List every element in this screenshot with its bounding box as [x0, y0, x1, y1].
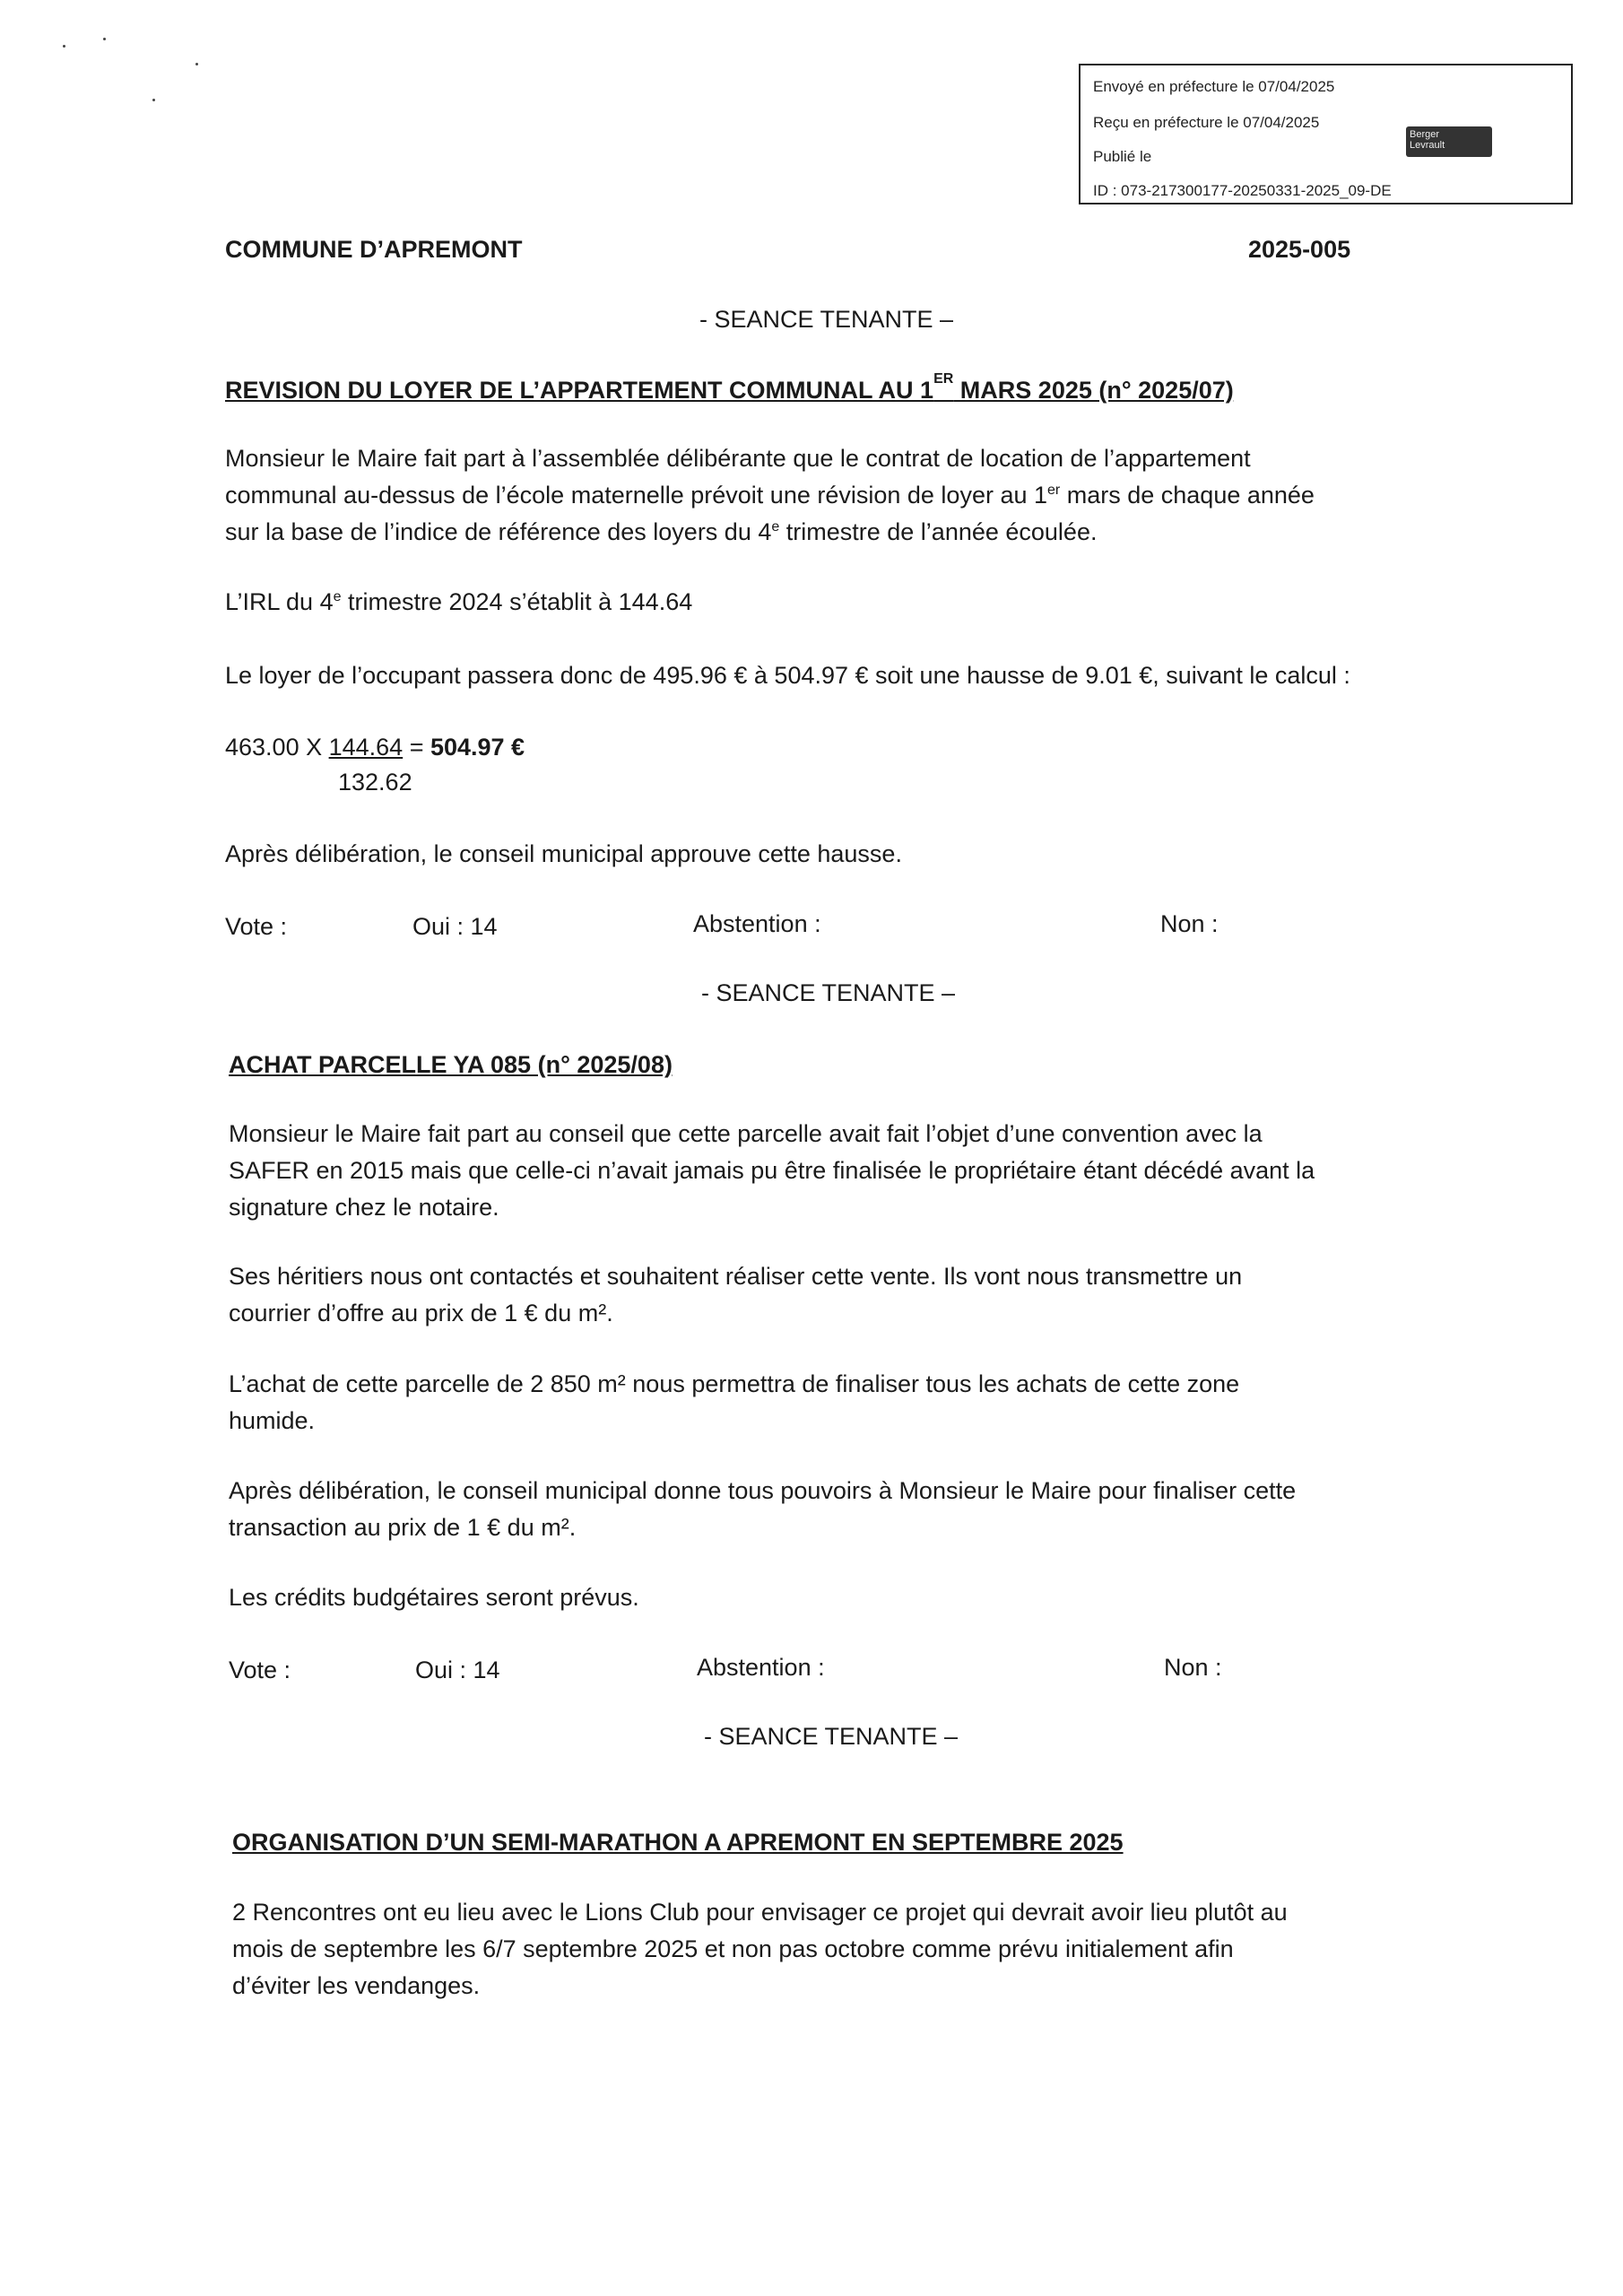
- stamp-id: ID : 073-217300177-20250331-2025_09-DE: [1093, 182, 1392, 199]
- s1-p1-line3a: sur la base de l’indice de référence des loyers du 4: [225, 518, 772, 545]
- section1-paragraph2: [225, 584, 692, 621]
- section2-title: ACHAT PARCELLE YA 085 (n° 2025/08): [229, 1051, 673, 1078]
- s2-p1-line3: signature chez le notaire.: [229, 1194, 499, 1221]
- section1-title-sup: ER: [933, 371, 954, 387]
- logo-line1: Berger: [1410, 129, 1440, 140]
- seance-tenante-1: - SEANCE TENANTE –: [699, 306, 954, 333]
- s2-p3-line2: humide.: [229, 1407, 316, 1434]
- section1-paragraph4: Après délibération, le conseil municipal approuve cette hausse.: [225, 840, 902, 867]
- s3-p1-line2: mois de septembre les 6/7 septembre 2025 et non pas octobre comme prévu initialement afin: [232, 1935, 1234, 1962]
- s3-p1-line3: d’éviter les vendanges.: [232, 1972, 481, 1999]
- scan-speck: [63, 45, 65, 48]
- s1-p2sup: e: [333, 589, 342, 604]
- section2-paragraph3: [229, 1366, 1239, 1439]
- logo-line2: Levrault: [1410, 140, 1445, 151]
- s1-p1-line2sup: er: [1047, 483, 1061, 498]
- s1-p1-line3: [225, 514, 1445, 551]
- rent-calculation: [225, 729, 525, 766]
- s2-p4-line2: transaction au prix de 1 € du m².: [229, 1514, 577, 1541]
- section2-paragraph4: [229, 1473, 1296, 1546]
- stamp-envoye: Envoyé en préfecture le 07/04/2025: [1093, 78, 1335, 95]
- section2-paragraph1: [229, 1116, 1315, 1226]
- section1-title-part2: MARS 2025 (n° 2025/07): [953, 377, 1234, 404]
- scan-speck: [152, 99, 155, 101]
- calc-numerator: 144.64: [328, 734, 404, 761]
- stamp-recu: Reçu en préfecture le 07/04/2025: [1093, 114, 1320, 131]
- calc-result: 504.97 €: [430, 734, 525, 761]
- vote-abstention-1: Abstention :: [693, 910, 821, 937]
- s3-p1-line1: 2 Rencontres ont eu lieu avec le Lions Club pour envisager ce projet qui devrait avoir lieu plutôt au: [232, 1899, 1288, 1926]
- calc-denominator: 132.62: [338, 769, 412, 796]
- scan-speck: [195, 63, 198, 65]
- prefecture-stamp: [1079, 64, 1573, 204]
- s2-p1-line2: SAFER en 2015 mais que celle-ci n’avait jamais pu être finalisée le propriétaire étant décédé avant la: [229, 1157, 1315, 1184]
- vote-non-1: Non :: [1160, 910, 1219, 937]
- seance-tenante-2: - SEANCE TENANTE –: [701, 979, 956, 1006]
- section2-paragraph5: Les crédits budgétaires seront prévus.: [229, 1584, 639, 1611]
- s1-p1-line2a: communal au-dessus de l’école maternelle prévoit une révision de loyer au 1: [225, 482, 1047, 509]
- section1-paragraph1: [225, 440, 1445, 551]
- s1-p1-line3sup: e: [771, 519, 780, 535]
- vote-oui-1: Oui : 14: [412, 913, 498, 940]
- document-reference: 2025-005: [1248, 236, 1351, 263]
- vote-label-2: Vote :: [229, 1657, 291, 1683]
- s2-p2-line1: Ses héritiers nous ont contactés et souhaitent réaliser cette vente. Ils vont nous transmettre un: [229, 1263, 1243, 1290]
- s1-p1-line3b: trimestre de l’année écoulée.: [779, 518, 1098, 545]
- s1-p2a: L’IRL du 4: [225, 588, 334, 615]
- seance-tenante-3: - SEANCE TENANTE –: [704, 1723, 959, 1750]
- section1-paragraph3: Le loyer de l’occupant passera donc de 495.96 € à 504.97 € soit une hausse de 9.01 €, suivant le calcul :: [225, 662, 1350, 689]
- s2-p1-line1: Monsieur le Maire fait part au conseil que cette parcelle avait fait l’objet d’une convention avec la: [229, 1120, 1263, 1147]
- vote-label-1: Vote :: [225, 913, 288, 940]
- s1-p1-line1: Monsieur le Maire fait part à l’assemblée délibérante que le contrat de location de l’appartement: [225, 445, 1251, 472]
- s2-p3-line1: L’achat de cette parcelle de 2 850 m² nous permettra de finaliser tous les achats de cette zone: [229, 1370, 1240, 1397]
- s2-p2-line2: courrier d’offre au prix de 1 € du m².: [229, 1300, 613, 1326]
- s1-p2b: trimestre 2024 s’établit à 144.64: [341, 588, 693, 615]
- section3-title: ORGANISATION D’UN SEMI-MARATHON A APREMONT EN SEPTEMBRE 2025: [232, 1829, 1124, 1856]
- berger-levrault-logo: [1406, 126, 1492, 157]
- calc-base: 463.00 X: [225, 734, 329, 761]
- vote-abstention-2: Abstention :: [697, 1654, 825, 1681]
- vote-oui-2: Oui : 14: [415, 1657, 500, 1683]
- commune-name: COMMUNE D’APREMONT: [225, 236, 523, 263]
- section1-title-part1: REVISION DU LOYER DE L’APPARTEMENT COMMUNAL AU 1: [225, 377, 934, 404]
- calc-equals: =: [403, 734, 430, 761]
- s1-p1-line2: [225, 477, 1445, 514]
- section2-paragraph2: [229, 1258, 1242, 1332]
- section3-paragraph1: [232, 1894, 1288, 2005]
- section1-title: [225, 371, 1234, 404]
- s2-p4-line1: Après délibération, le conseil municipal donne tous pouvoirs à Monsieur le Maire pour finaliser cette: [229, 1477, 1297, 1504]
- stamp-publie: Publié le: [1093, 148, 1152, 165]
- vote-non-2: Non :: [1164, 1654, 1222, 1681]
- s1-p1-line2b: mars de chaque année: [1060, 482, 1315, 509]
- scan-speck: [103, 38, 106, 40]
